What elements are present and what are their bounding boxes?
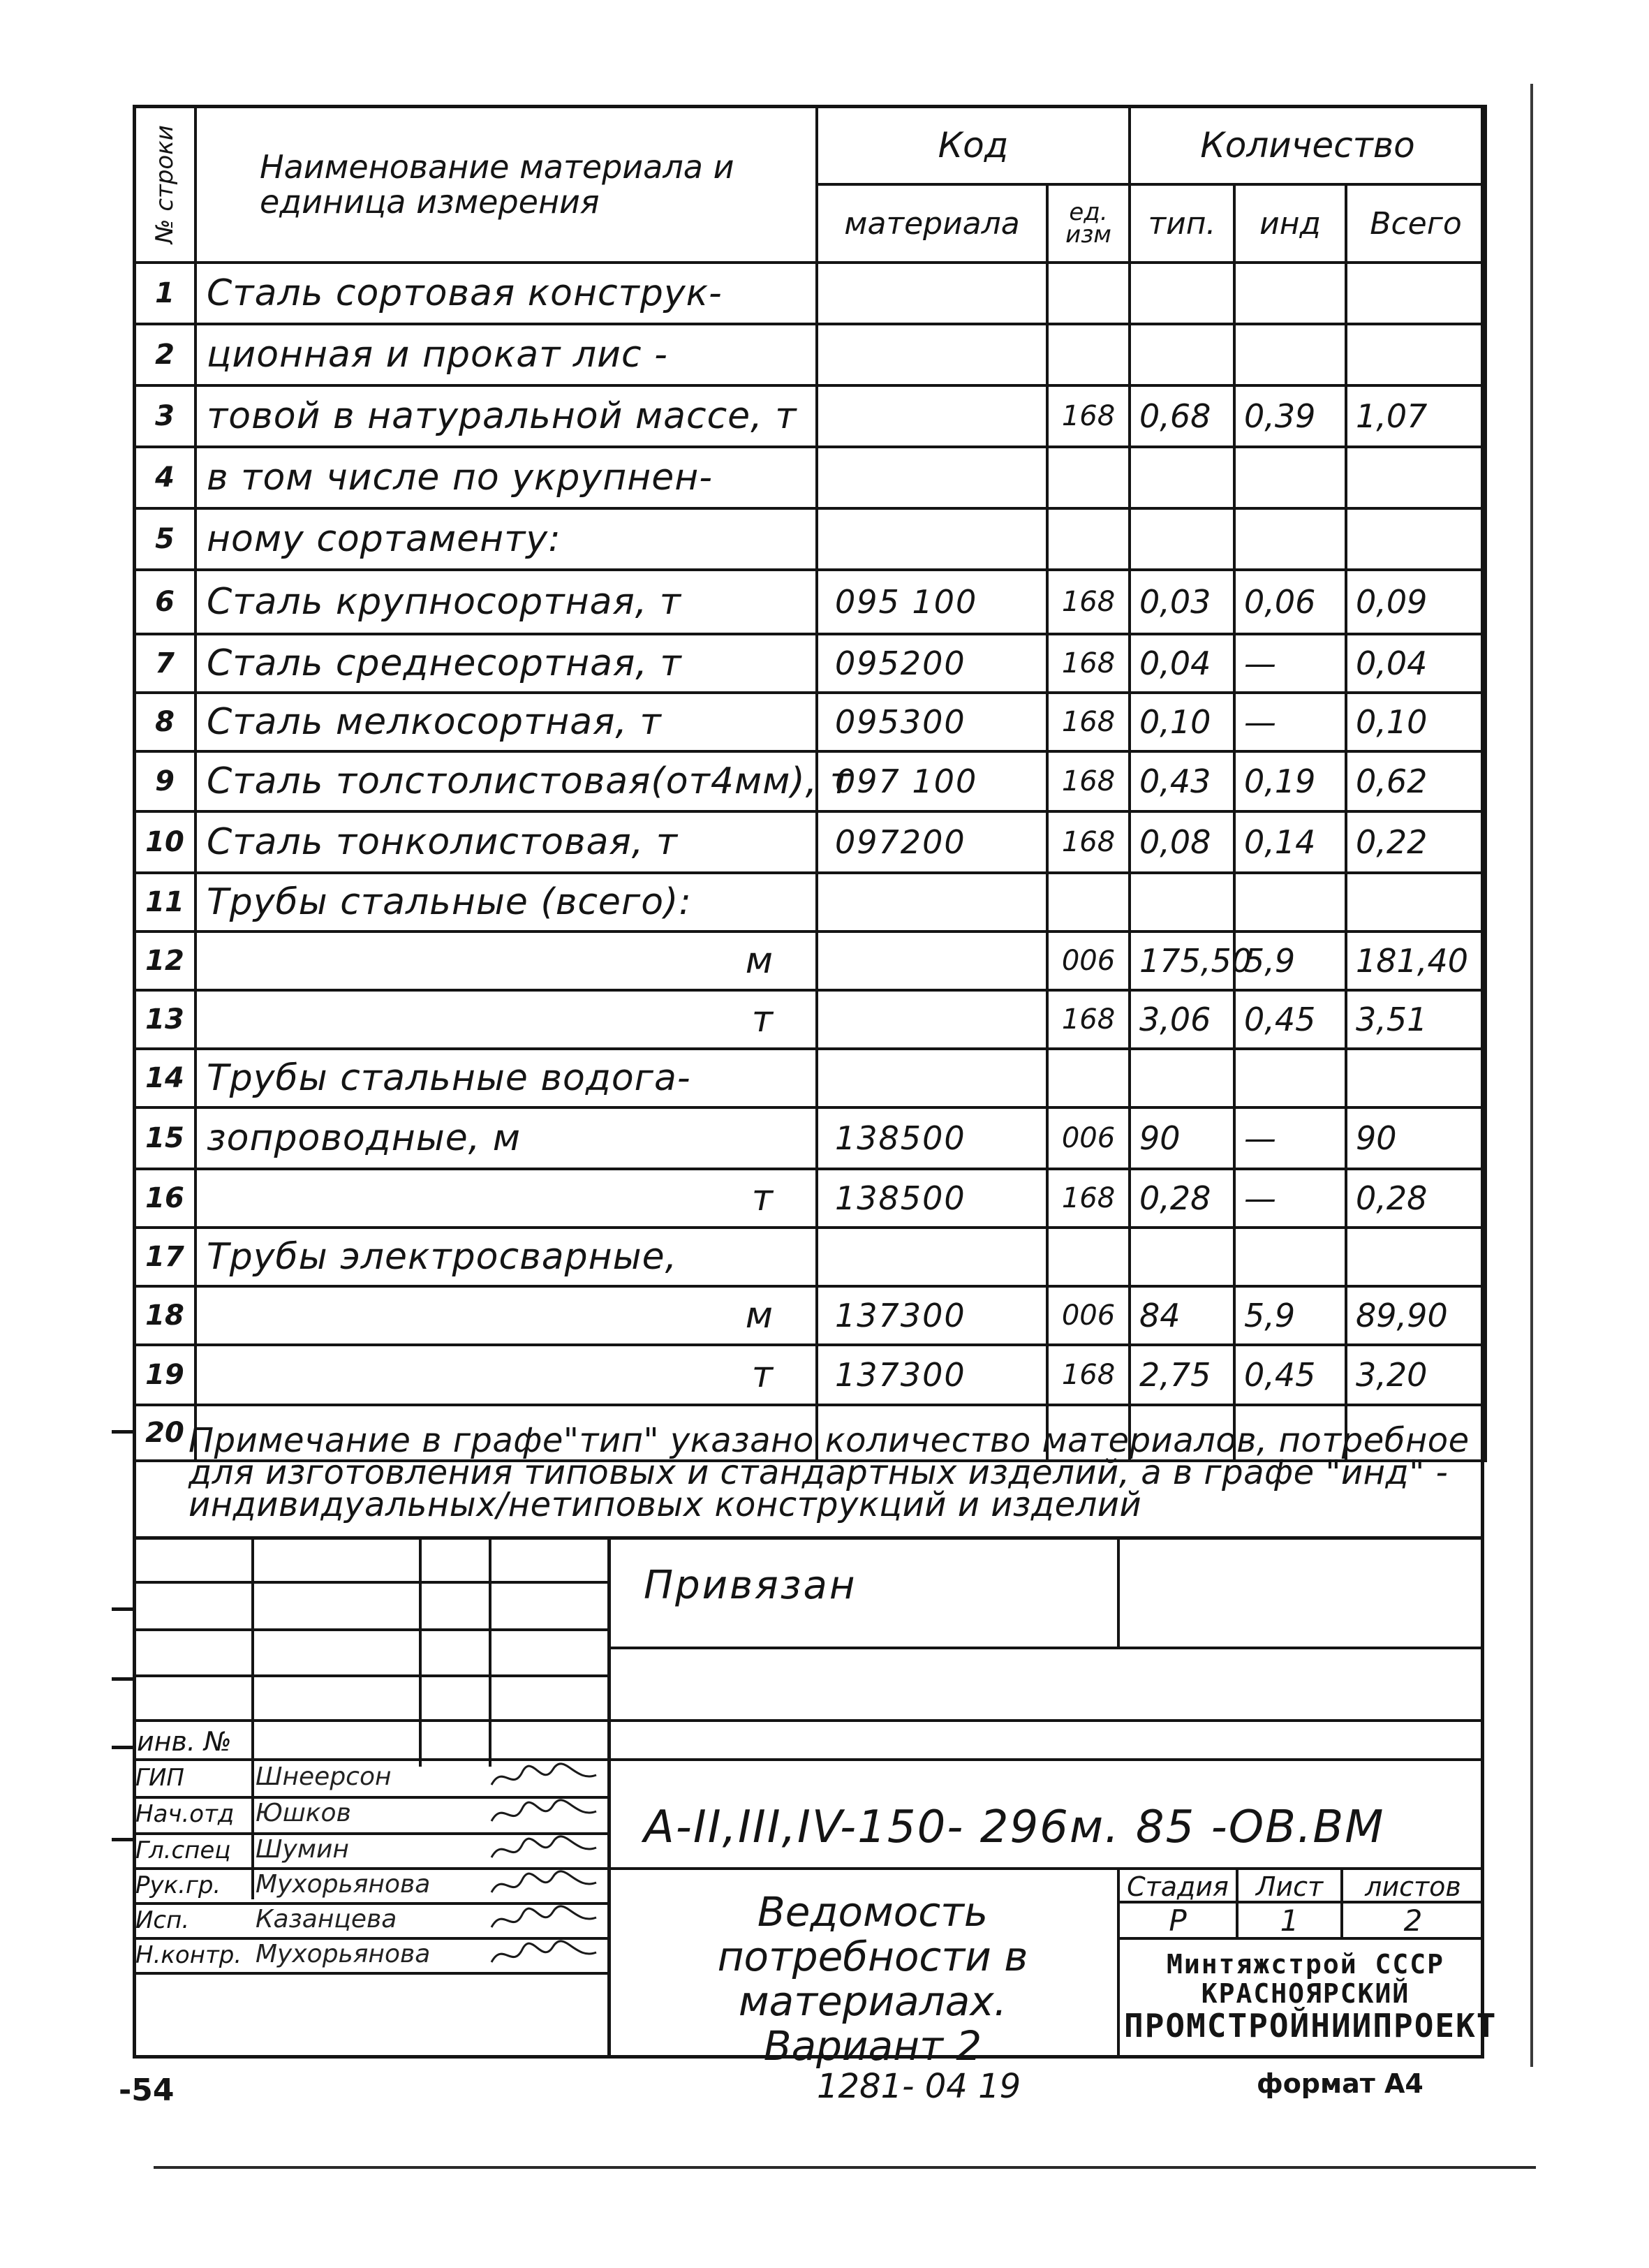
row-quantity-total [1346,447,1486,508]
table-row [134,508,1486,570]
table-row [134,693,1486,751]
page-number: -54 [119,2072,175,2108]
margin-mark [112,1607,133,1611]
row-unit-code [1047,447,1130,508]
row-material-name: Сталь мелкосортная, т [195,693,817,751]
row-material-name: в том числе по укрупнен- [195,447,817,508]
sheet-label: Лист [1255,1871,1324,1902]
row-material-code [817,447,1047,508]
margin-mark [112,1430,133,1434]
row-unit-code: 168 [1047,1169,1130,1228]
org-name: ПРОМСТРОЙНИИПРОЕКТ [1124,2007,1498,2045]
row-material-name: Сталь крупносортная, т [195,570,817,634]
row-quantity-ind [1234,1228,1346,1286]
signature-person: Мухорьянова [256,1940,431,1968]
row-quantity-typ [1130,873,1234,932]
row-unit-code [1047,873,1130,932]
row-material-code [817,932,1047,990]
row-unit-code [1047,1228,1130,1286]
signature-scribble [489,1760,600,1795]
row-material-code [817,990,1047,1049]
table-note [188,1421,1480,1524]
header-quantity-typ: тип. [1130,184,1234,263]
row-number: 16 [134,1169,195,1228]
row-quantity-total [1346,324,1486,385]
row-quantity-total: 0,62 [1346,751,1486,811]
signature-scribble [489,1867,600,1902]
row-material-code: 097200 [817,811,1047,873]
row-material-name: ному сортаменту: [195,508,817,570]
table-row [134,570,1486,634]
row-quantity-total: 89,90 [1346,1286,1486,1345]
row-number: 7 [134,634,195,693]
row-number: 20 [134,1405,195,1461]
title-line: материалах. [738,1978,1007,2025]
row-unit-code: 168 [1047,990,1130,1049]
row-quantity-total: 90 [1346,1107,1486,1169]
signature-role: Нач.отд [135,1800,235,1828]
document-title [628,1890,1117,2068]
sheets-value: 2 [1403,1904,1423,1938]
header-quantity-ind: инд [1234,184,1346,263]
table-row [134,447,1486,508]
signature-role: Рук.гр. [135,1871,221,1899]
row-number: 17 [134,1228,195,1286]
row-quantity-ind [1234,508,1346,570]
org-city: КРАСНОЯРСКИЙ [1201,1978,1410,2009]
title-line: потребности в [717,1933,1028,1980]
row-unit-code [1047,508,1130,570]
row-material-name: т [195,1169,817,1228]
row-material-code [817,873,1047,932]
table-row [134,263,1486,324]
header-code-material: материала [817,184,1047,263]
row-unit-code: 006 [1047,1107,1130,1169]
table-row [134,932,1486,990]
note-line: для изготовления типовых и стандартных изделий, а в графе "инд" - [188,1453,1449,1492]
table-row [134,811,1486,873]
row-material-name: Трубы стальные водога- [195,1049,817,1107]
inv-no-label: инв. № [137,1726,232,1757]
row-material-code: 095300 [817,693,1047,751]
row-quantity-total: 0,09 [1346,570,1486,634]
materials-table [133,105,1487,1462]
row-material-name: зопроводные, м [195,1107,817,1169]
row-material-name: Сталь тонколистовая, т [195,811,817,873]
table-row [134,1286,1486,1345]
row-material-name: ционная и прокат лис - [195,324,817,385]
row-material-name: Трубы стальные (всего): [195,873,817,932]
row-quantity-ind: 5,9 [1234,1286,1346,1345]
row-quantity-ind: 5,9 [1234,932,1346,990]
row-material-name: товой в натуральной массе, т [195,385,817,447]
row-number: 3 [134,385,195,447]
row-material-code [817,1049,1047,1107]
margin-mark [112,1677,133,1681]
stage-value: Р [1169,1904,1187,1938]
row-quantity-typ: 0,68 [1130,385,1234,447]
row-quantity-ind [1234,263,1346,324]
row-quantity-total [1346,1228,1486,1286]
row-material-code [817,385,1047,447]
row-number: 10 [134,811,195,873]
privyazan-label: Привязан [644,1563,857,1608]
row-quantity-typ: 175,50 [1130,932,1234,990]
row-quantity-ind: 0,39 [1234,385,1346,447]
table-row [134,1169,1486,1228]
signature-person: Юшков [256,1799,351,1827]
table-row [134,751,1486,811]
table-row [134,873,1486,932]
row-quantity-total [1346,263,1486,324]
row-number: 11 [134,873,195,932]
note-line: индивидуальных/нетиповых конструкций и изделий [188,1485,1142,1524]
row-quantity-typ [1130,1228,1234,1286]
row-quantity-typ [1130,447,1234,508]
row-material-code: 095 100 [817,570,1047,634]
header-material-name: Наименование материала и единица измерения [195,106,817,263]
row-material-name: м [195,1286,817,1345]
archive-number: 1281- 04 19 [817,2067,1021,2106]
row-material-code [817,263,1047,324]
row-material-code: 138500 [817,1169,1047,1228]
row-material-code: 097 100 [817,751,1047,811]
header-quantity: Количество [1130,106,1486,184]
row-quantity-ind: 0,19 [1234,751,1346,811]
row-quantity-typ: 0,08 [1130,811,1234,873]
row-unit-code: 006 [1047,932,1130,990]
header-code: Код [817,106,1130,184]
row-quantity-typ [1130,1049,1234,1107]
row-quantity-ind: — [1234,634,1346,693]
row-material-name: м [195,932,817,990]
row-quantity-total: 0,04 [1346,634,1486,693]
table-row [134,385,1486,447]
table-row [134,1228,1486,1286]
row-unit-code: 168 [1047,570,1130,634]
row-quantity-typ [1130,324,1234,385]
row-quantity-ind: 0,14 [1234,811,1346,873]
signature-role: ГИП [135,1764,184,1792]
document-code: А-II,III,IV-150- 296м. 85 -ОВ.ВМ [644,1802,1385,1853]
signature-scribble [489,1832,600,1867]
row-material-code: 137300 [817,1345,1047,1405]
row-quantity-ind [1234,873,1346,932]
signature-role: Исп. [135,1906,190,1934]
row-quantity-typ: 0,28 [1130,1169,1234,1228]
row-quantity-ind [1234,1049,1346,1107]
row-unit-code: 168 [1047,385,1130,447]
header-row-number: № строки [134,106,195,263]
row-number: 8 [134,693,195,751]
row-material-name: Сталь сортовая конструк- [195,263,817,324]
row-unit-code [1047,1049,1130,1107]
row-quantity-ind: — [1234,1107,1346,1169]
header-quantity-total: Всего [1346,184,1486,263]
title-line: Вариант 2 [763,2022,982,2070]
signature-scribble [489,1937,600,1972]
row-number: 13 [134,990,195,1049]
row-material-name: Сталь толстолистовая(от4мм), т [195,751,817,811]
row-number: 4 [134,447,195,508]
table-row [134,324,1486,385]
row-quantity-total: 3,20 [1346,1345,1486,1405]
row-number: 18 [134,1286,195,1345]
stage-label: Стадия [1127,1871,1229,1902]
row-number: 12 [134,932,195,990]
table-row [134,634,1486,693]
row-number: 6 [134,570,195,634]
row-quantity-ind [1234,447,1346,508]
row-quantity-ind: 0,06 [1234,570,1346,634]
signature-person: Шумин [256,1835,349,1864]
margin-mark [112,1746,133,1749]
sheet-edge-line [1530,84,1533,2067]
bottom-rule [154,2166,1536,2169]
row-quantity-typ [1130,508,1234,570]
row-material-code: 137300 [817,1286,1047,1345]
row-unit-code: 168 [1047,634,1130,693]
row-unit-code [1047,263,1130,324]
row-quantity-total [1346,508,1486,570]
table-row [134,1107,1486,1169]
row-material-name: Сталь среднесортная, т [195,634,817,693]
row-quantity-total: 0,22 [1346,811,1486,873]
row-quantity-ind [1234,324,1346,385]
row-quantity-total: 181,40 [1346,932,1486,990]
signature-person: Шнеерсон [256,1762,392,1791]
row-material-code: 095200 [817,634,1047,693]
row-quantity-ind: — [1234,1169,1346,1228]
row-material-code [817,508,1047,570]
row-quantity-ind: 0,45 [1234,990,1346,1049]
row-material-name: Трубы электросварные, [195,1228,817,1286]
org-ministry: Минтяжстрой СССР [1166,1949,1445,1980]
table-row [134,1049,1486,1107]
row-quantity-total [1346,873,1486,932]
signature-scribble [489,1796,600,1831]
row-quantity-ind: 0,45 [1234,1345,1346,1405]
row-quantity-typ: 90 [1130,1107,1234,1169]
row-number: 1 [134,263,195,324]
row-quantity-typ [1130,263,1234,324]
row-number: 19 [134,1345,195,1405]
row-material-name: т [195,990,817,1049]
row-quantity-total: 0,28 [1346,1169,1486,1228]
row-quantity-total: 0,10 [1346,693,1486,751]
row-unit-code [1047,324,1130,385]
row-quantity-typ: 0,04 [1130,634,1234,693]
row-quantity-total: 3,51 [1346,990,1486,1049]
row-unit-code: 006 [1047,1286,1130,1345]
note-line: Примечание в графе"тип" указано количество материалов, потребное [188,1421,1470,1460]
row-number: 15 [134,1107,195,1169]
organization-stamp [1124,1949,1498,2045]
signature-role: Гл.спец [135,1836,231,1864]
signature-person: Казанцева [256,1905,397,1934]
sheet-value: 1 [1280,1904,1299,1938]
row-quantity-ind: — [1234,693,1346,751]
sheets-label: листов [1365,1871,1461,1902]
row-unit-code: 168 [1047,751,1130,811]
row-quantity-typ: 0,43 [1130,751,1234,811]
paper-format: формат А4 [1257,2068,1424,2099]
row-quantity-typ: 84 [1130,1286,1234,1345]
row-unit-code: 168 [1047,811,1130,873]
margin-mark [112,1838,133,1841]
row-material-code: 138500 [817,1107,1047,1169]
row-unit-code: 168 [1047,1345,1130,1405]
row-number: 2 [134,324,195,385]
row-unit-code: 168 [1047,693,1130,751]
row-number: 14 [134,1049,195,1107]
row-number: 5 [134,508,195,570]
row-material-code [817,324,1047,385]
signature-role: Н.контр. [135,1941,242,1969]
row-quantity-total: 1,07 [1346,385,1486,447]
row-material-code [817,1228,1047,1286]
signature-person: Мухорьянова [256,1870,431,1899]
row-quantity-typ: 0,03 [1130,570,1234,634]
table-row [134,1345,1486,1405]
row-quantity-typ: 0,10 [1130,693,1234,751]
row-quantity-total [1346,1049,1486,1107]
signature-scribble [489,1902,600,1937]
row-material-name: т [195,1345,817,1405]
row-number: 9 [134,751,195,811]
table-row [134,990,1486,1049]
row-quantity-typ: 3,06 [1130,990,1234,1049]
title-line: Ведомость [757,1888,989,1936]
row-quantity-typ: 2,75 [1130,1345,1234,1405]
header-code-unit: ед. изм [1047,184,1130,263]
